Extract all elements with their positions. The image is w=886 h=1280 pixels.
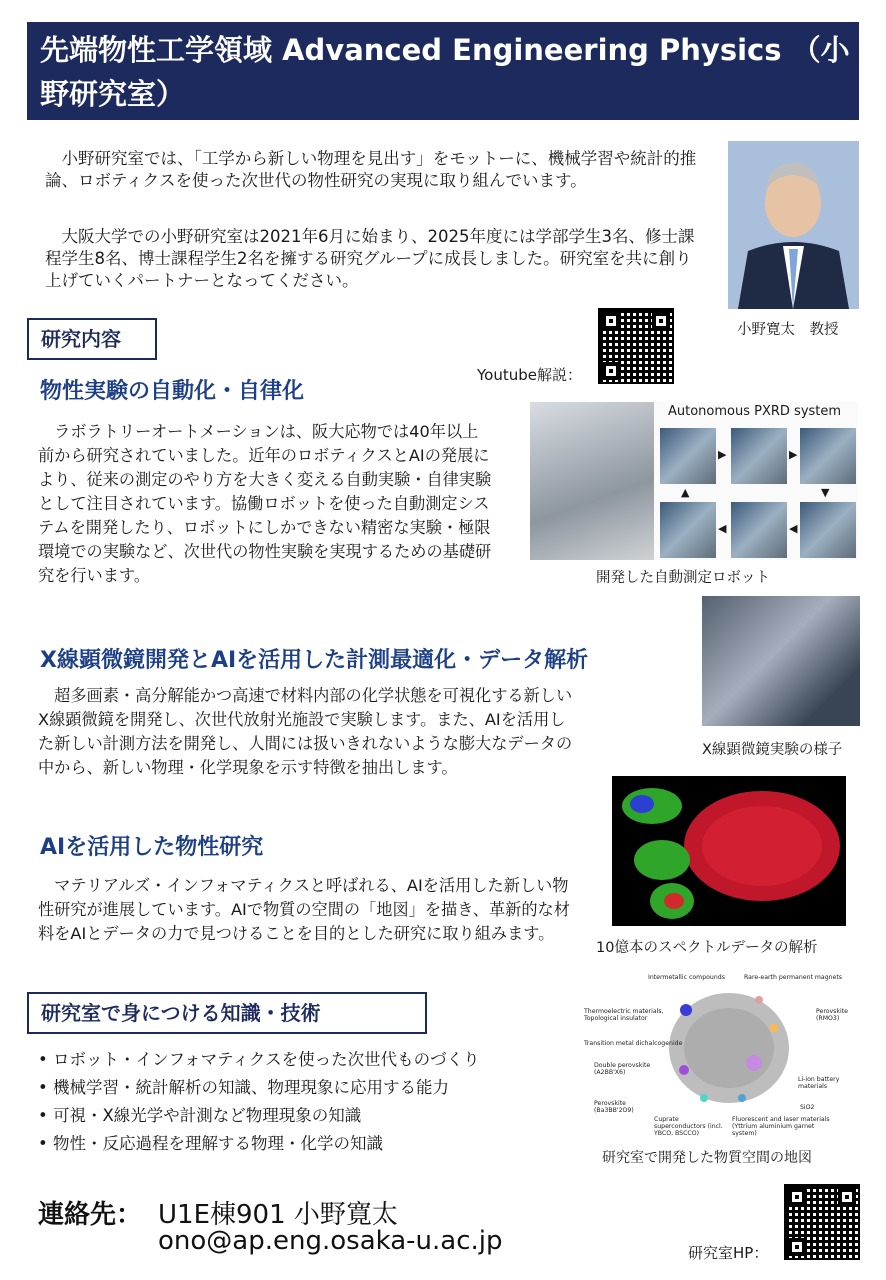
robot-figure bbox=[530, 402, 858, 560]
qr-finder bbox=[788, 1188, 806, 1206]
arrow-left-icon: ◀ bbox=[718, 522, 727, 535]
research-content-box: 研究内容 bbox=[27, 318, 157, 360]
qr-finder bbox=[652, 312, 670, 330]
homepage-label: 研究室HP： bbox=[688, 1244, 769, 1262]
section-text-automation: ラボラトリーオートメーションは、阪大応物では40年以上前から研究されていました。近年のロボティクスとAIの発展により、従来の測定のやり方を大きく変える自動実験・自律実験として注目されています。協働ロボットを使った自動測定システムを開発したり、ロボットにしかできない精密な実験・極限環境での実験など、次世代の物性実験を実現するための基礎研究を行います。 bbox=[38, 422, 492, 585]
map-label-sio2: SiO2 bbox=[800, 1104, 815, 1111]
youtube-qr-code[interactable] bbox=[598, 308, 674, 384]
skill-item: • 機械学習・統計解析の知識、物理現象に応用する能力 bbox=[38, 1074, 578, 1102]
arrow-left-icon: ◀ bbox=[789, 522, 798, 535]
map-label-rare-earth: Rare-earth permanent magnets bbox=[744, 974, 843, 981]
section-heading-automation: 物性実験の自動化・自律化 bbox=[40, 379, 305, 404]
qr-finder bbox=[602, 362, 620, 380]
step-photo-4 bbox=[660, 502, 716, 558]
arrow-right-icon: ▶ bbox=[789, 448, 798, 461]
arrow-down-icon: ▼ bbox=[821, 486, 830, 499]
map-label-cuprate: Cuprate superconductors (incl. YBCO, BSCCO) bbox=[654, 1116, 723, 1137]
map-label-li-ion: Li-ion battery materials bbox=[798, 1076, 840, 1090]
skills-heading-box: 研究室で身につける知識・技術 bbox=[27, 992, 427, 1034]
professor-caption: 小野寛太 教授 bbox=[737, 322, 839, 338]
arrow-right-icon: ▶ bbox=[718, 448, 727, 461]
pxrd-label: Autonomous PXRD system bbox=[668, 404, 842, 419]
map-label-double-perovskite: Double perovskite (A2BB'X6) bbox=[594, 1062, 651, 1076]
map-label-tmd: Transition metal dichalcogenide bbox=[584, 1040, 683, 1047]
youtube-label: Youtube解説： bbox=[477, 366, 582, 384]
qr-finder bbox=[602, 312, 620, 330]
spectrum-map-image bbox=[612, 776, 846, 926]
xray-experiment-photo bbox=[702, 596, 860, 726]
qr-finder bbox=[788, 1238, 806, 1256]
professor-photo bbox=[728, 141, 859, 309]
section-text-xray: 超多画素・高分解能かつ高速で材料内部の化学状態を可視化する新しいX線顕微鏡を開発し、次世代放射光施設で実験します。また、AIを活用した新しい計測方法を開発し、人間には扱いきれないような膨大なデータの中から、新しい物理・化学現象を示す特徴を抽出します。 bbox=[38, 686, 573, 777]
robot-caption: 開発した自動測定ロボット bbox=[596, 570, 770, 586]
step-photo-5 bbox=[731, 502, 787, 558]
spectrum-caption: 10億本のスペクトルデータの解析 bbox=[596, 940, 818, 956]
contact-address: U1E棟901 小野寛太 bbox=[158, 1200, 398, 1230]
xray-caption: X線顕微鏡実験の様子 bbox=[702, 742, 843, 758]
step-photo-3 bbox=[800, 428, 856, 484]
robot-main-photo bbox=[530, 402, 654, 560]
section-heading-xray: X線顕微鏡開発とAIを活用した計測最適化・データ解析 bbox=[40, 648, 589, 673]
homepage-qr-code[interactable] bbox=[784, 1184, 860, 1260]
material-map-cloud bbox=[664, 988, 794, 1108]
qr-finder bbox=[838, 1188, 856, 1206]
contact-label: 連絡先： bbox=[38, 1200, 143, 1230]
step-photo-6 bbox=[800, 502, 856, 558]
portrait-image bbox=[728, 141, 859, 309]
intro-paragraph-2: 大阪大学での小野研究室は2021年6月に始まり、2025年度には学部学生3名、修士課程学生8名、博士課程学生2名を擁する研究グループに成長しました。研究室を共に創り上げていくパートナーとなってください。 bbox=[45, 227, 695, 290]
section-text-ai: マテリアルズ・インフォマティクスと呼ばれる、AIを活用した新しい物性研究が進展しています。AIで物質の空間の「地図」を描き、革新的な材料をAIとデータの力で見つけることを目的とした研究に取り組みます。 bbox=[38, 876, 570, 943]
skill-item: • 可視・X線光学や計測など物理現象の知識 bbox=[38, 1102, 578, 1130]
map-label-intermetallic: Intermetallic compounds bbox=[648, 974, 725, 981]
map-label-perovskite-ba: Perovskite (Ba3BB'2O9) bbox=[594, 1100, 634, 1114]
map-label-fluorescent: Fluorescent and laser materials (Yttrium aluminium garnet system) bbox=[732, 1116, 830, 1137]
step-photo-1 bbox=[660, 428, 716, 484]
material-map-caption: 研究室で開発した物質空間の地図 bbox=[602, 1150, 812, 1166]
map-label-perovskite-rmo: Perovskite (RMO3) bbox=[816, 1008, 848, 1022]
section-heading-ai: AIを活用した物性研究 bbox=[40, 835, 264, 860]
skills-list bbox=[38, 1046, 578, 1158]
contact-email[interactable]: ono@ap.eng.osaka-u.ac.jp bbox=[158, 1226, 503, 1256]
skill-item: • ロボット・インフォマティクスを使った次世代ものづくり bbox=[38, 1046, 578, 1074]
intro-paragraph-1: 小野研究室では、「工学から新しい物理を見出す」をモットーに、機械学習や統計的推論、ロボティクスを使った次世代の物性研究の実現に取り組んでいます。 bbox=[45, 149, 697, 190]
material-map-figure bbox=[584, 974, 864, 1142]
spectrum-analysis-image bbox=[612, 776, 846, 926]
map-label-thermoelectric: Thermoelectric materials, Topological insulator bbox=[584, 1008, 664, 1022]
skill-item: • 物性・反応過程を理解する物理・化学の知識 bbox=[38, 1130, 578, 1158]
page-title: 先端物性工学領域 Advanced Engineering Physics （小野研究室） bbox=[40, 33, 850, 111]
step-photo-2 bbox=[731, 428, 787, 484]
arrow-up-icon: ▲ bbox=[681, 486, 690, 499]
